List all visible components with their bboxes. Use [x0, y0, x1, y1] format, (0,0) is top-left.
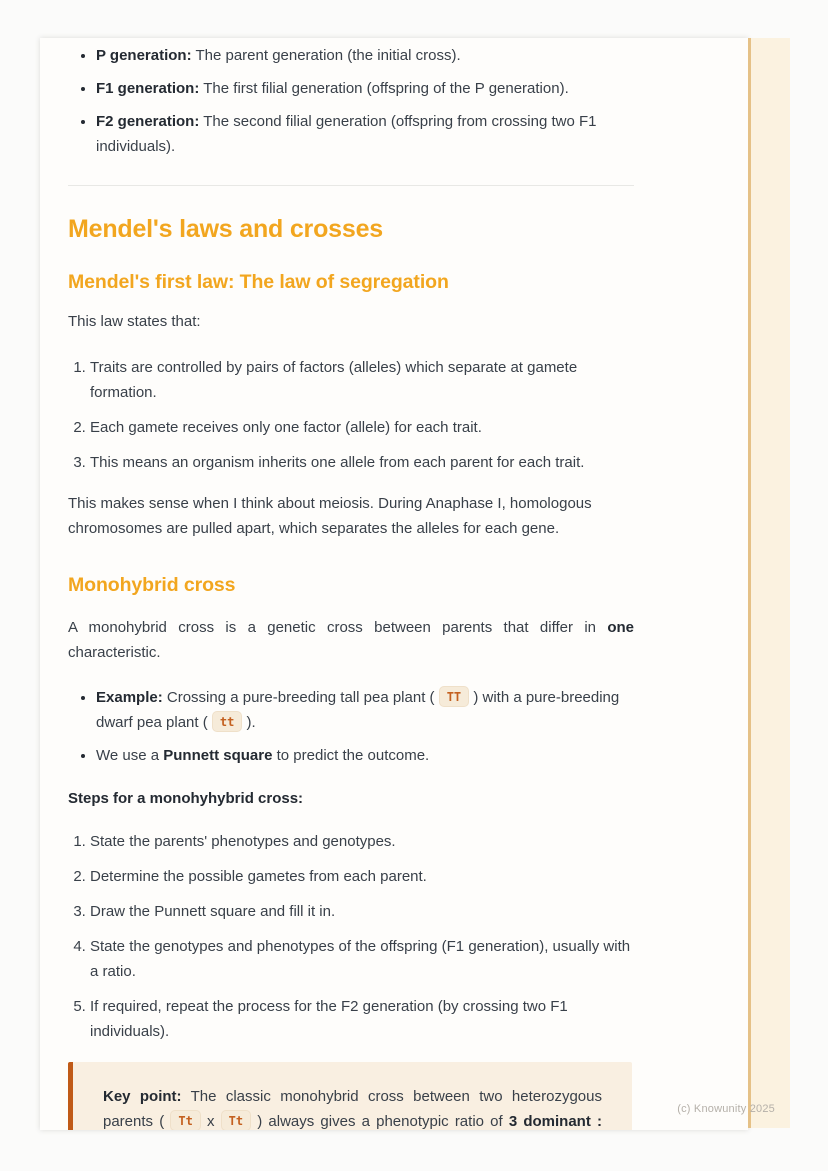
generation-item-f1 — [96, 76, 634, 101]
steps-list — [68, 829, 634, 1044]
example-text: Crossing a pure-breeding tall pea plant ( — [162, 689, 439, 706]
generation-item-f2 — [96, 109, 634, 159]
monohybrid-title: Monohybrid cross — [68, 574, 236, 596]
generation-desc: The first filial generation (offspring of the P generation). — [199, 80, 569, 97]
definition-text: A monohybrid cross is a genetic cross between parents that differ in — [68, 619, 608, 636]
example-text: ). — [242, 714, 256, 731]
punnett-emphasis: Punnett square — [163, 747, 273, 764]
step-item: 3. Draw the Punnett square and fill it in. — [90, 899, 634, 924]
punnett-text: We use a — [96, 747, 164, 764]
example-term: Example: — [96, 689, 163, 706]
punnett-text: to predict the outcome. — [272, 747, 430, 764]
genotype-badge-tt: tt — [212, 711, 242, 732]
monohybrid-example-list — [68, 685, 634, 768]
notes-page — [40, 38, 748, 1130]
generation-term: P generation: — [96, 47, 192, 64]
key-point-body: ) always gives a phenotypic ratio of — [251, 1113, 509, 1130]
section-divider — [68, 185, 634, 186]
section-title: Mendel's laws and crosses — [68, 215, 383, 243]
first-law-intro: This law states that: — [68, 313, 201, 330]
monohybrid-definition — [68, 615, 634, 665]
watermark: (c) Knowunity 2025 — [677, 1103, 775, 1115]
generation-item-p — [96, 43, 634, 68]
key-point-text — [103, 1084, 602, 1130]
step-item: 2. Determine the possible gametes from each parent. — [90, 864, 634, 889]
generation-term: F2 generation: — [96, 113, 200, 130]
example-text: ) with a pure-breeding dwarf pea plant ( — [96, 689, 620, 731]
definition-text: characteristic. — [68, 644, 161, 661]
genotype-badge-Tt: Tt — [170, 1110, 200, 1130]
page-edge-strip — [748, 38, 790, 1128]
key-point-ratio: 3 dominant : — [508, 1113, 602, 1130]
key-point-label: Key point: — [103, 1088, 182, 1105]
steps-heading: Steps for a monohyhybrid cross: — [68, 790, 304, 807]
law-point: 1. Traits are controlled by pairs of factors (alleles) which separate at gamete formation. — [90, 355, 634, 405]
first-law-points — [68, 355, 634, 475]
page-content — [40, 43, 634, 1130]
step-item: 4. State the genotypes and phenotypes of the offspring (F1 generation), usually with a ratio. — [90, 934, 634, 984]
step-item: 5. If required, repeat the process for the F2 generation (by crossing two F1 individuals). — [90, 994, 634, 1044]
generation-term: F1 generation: — [96, 80, 200, 97]
law-point: 3. This means an organism inherits one allele from each parent for each trait. — [90, 450, 634, 475]
example-item — [96, 685, 634, 735]
law-point: 2. Each gamete receives only one factor (allele) for each trait. — [90, 415, 634, 440]
genotype-badge-TT: TT — [439, 686, 469, 707]
meiosis-reflection: This makes sense when I think about meiosis. During Anaphase I, homologous chromosomes are pulled apart, which separates the alleles for each gene. — [68, 495, 592, 537]
key-point-body: The classic monohybrid cross between two heterozygous parents ( — [103, 1088, 602, 1130]
generation-list — [68, 43, 634, 159]
generation-desc: The parent generation (the initial cross). — [191, 47, 461, 64]
first-law-title: Mendel's first law: The law of segregation — [68, 271, 449, 293]
definition-emphasis: one — [607, 619, 634, 636]
step-item: 1. State the parents' phenotypes and genotypes. — [90, 829, 634, 854]
punnett-item — [96, 743, 634, 768]
genotype-badge-Tt: Tt — [221, 1110, 251, 1130]
generation-desc: The second filial generation (offspring from crossing two F1 individuals). — [96, 113, 597, 155]
key-point-callout — [68, 1062, 632, 1130]
key-point-body: x — [200, 1113, 221, 1130]
